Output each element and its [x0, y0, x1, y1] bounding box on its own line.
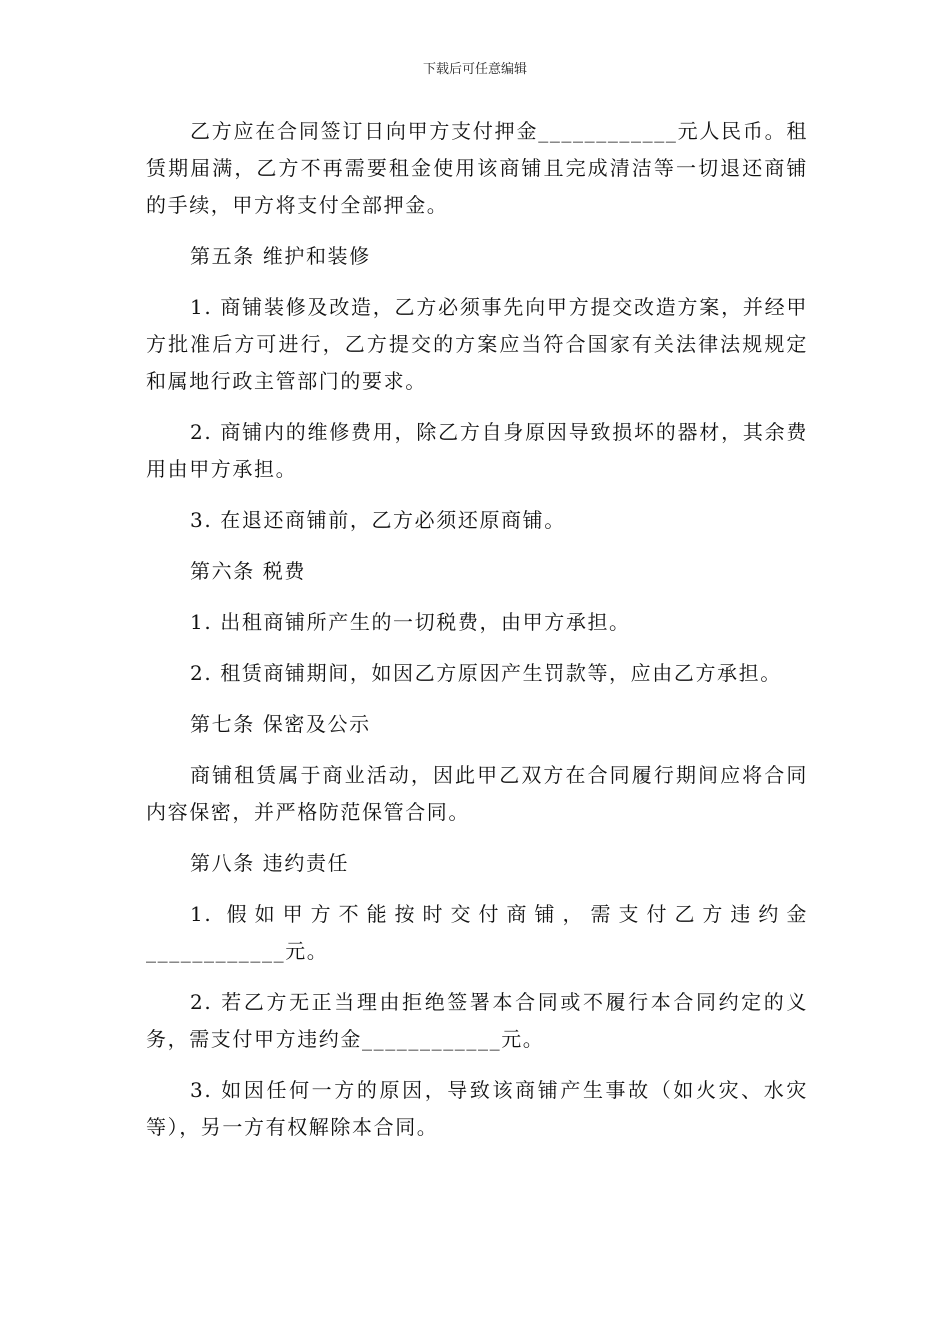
article-7-body: 商铺租赁属于商业活动，因此甲乙双方在合同履行期间应将合同内容保密，并严格防范保管合同。 — [146, 763, 808, 824]
article-8-item-2: 2. 若乙方无正当理由拒绝签署本合同或不履行本合同约定的义务，需支付甲方违约金____________元。 — [146, 990, 808, 1051]
article-5-item-2: 2. 商铺内的维修费用，除乙方自身原因导致损坏的器材，其余费用由甲方承担。 — [146, 420, 808, 481]
article-8-item-1: 1. 假如甲方不能按时交付商铺，需支付乙方违约金____________元。 — [146, 902, 808, 963]
article-5-item-1: 1. 商铺装修及改造，乙方必须事先向甲方提交改造方案，并经甲方批准后方可进行，乙方提交的方案应当符合国家有关法律法规规定和属地行政主管部门的要求。 — [146, 295, 808, 393]
page-header: 下载后可任意编辑 — [422, 62, 527, 77]
document-body — [146, 113, 808, 1146]
article-5-item-3: 3. 在退还商铺前，乙方必须还原商铺。 — [190, 508, 566, 532]
article-6-item-2: 2. 租赁商铺期间，如因乙方原因产生罚款等，应由乙方承担。 — [190, 661, 782, 685]
deposit-clause: 乙方应在合同签订日向甲方支付押金____________元人民币。租赁期届满，乙方不再需要租金使用该商铺且完成清洁等一切退还商铺的手续，甲方将支付全部押金。 — [146, 119, 808, 217]
article-8-heading: 第八条 违约责任 — [190, 851, 350, 875]
article-6-item-1: 1. 出租商铺所产生的一切税费，由甲方承担。 — [190, 610, 631, 634]
article-5-heading: 第五条 维护和装修 — [190, 244, 371, 268]
article-6-heading: 第六条 税费 — [190, 559, 306, 583]
article-7-heading: 第七条 保密及公示 — [190, 712, 371, 736]
article-8-item-3: 3. 如因任何一方的原因，导致该商铺产生事故（如火灾、水灾等），另一方有权解除本合同。 — [146, 1078, 808, 1139]
